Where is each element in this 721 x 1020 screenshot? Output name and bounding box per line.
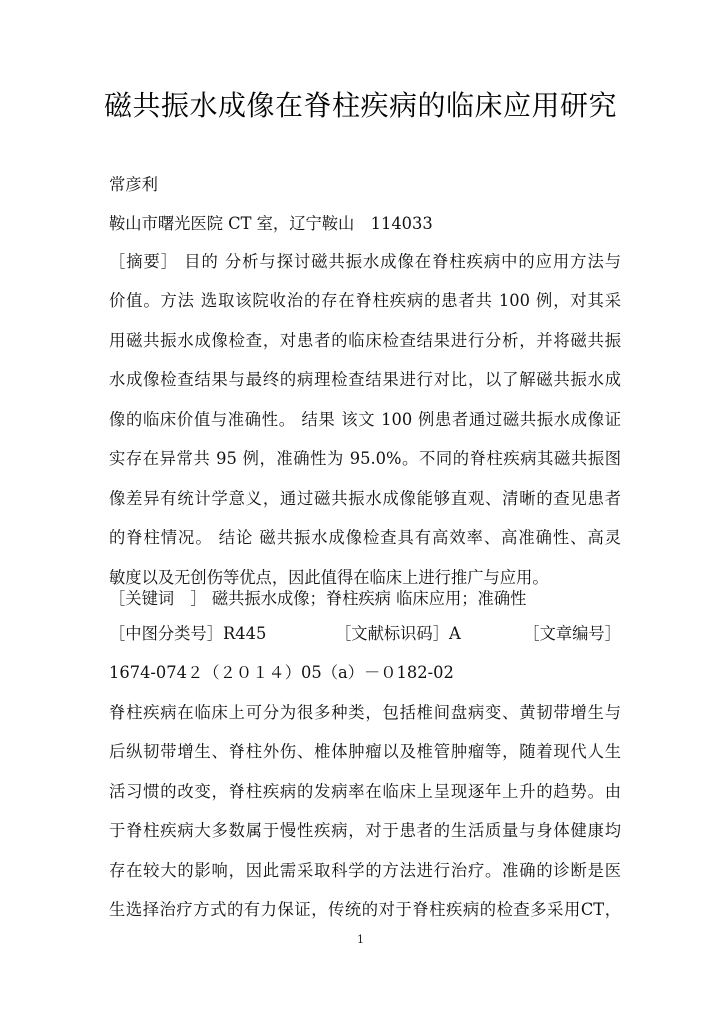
abstract-line: 敏度以及无创伤等优点，因此值得在临床上进行推广与应用。	[109, 568, 549, 587]
page-number: 1	[357, 933, 364, 946]
body-line: 后纵韧带增生、脊柱外伤、椎体肿瘤以及椎管肿瘤等，随着现代人生	[109, 742, 621, 761]
body-line: 脊柱疾病在临床上可分为很多种类，包括椎间盘病变、黄韧带增生与	[109, 703, 621, 722]
abstract-line: 实存在异常共 95 例，准确性为 95.0%。不同的脊柱疾病其磁共振图	[109, 449, 621, 468]
abstract-line: 价值。方法 选取该院收治的存在脊柱疾病的患者共 100 例，对其采	[109, 291, 621, 310]
paper-title: 磁共振水成像在脊柱疾病的临床应用研究	[103, 89, 617, 122]
article-number: 1674-074２（２０１４）05（a）－０182-02	[109, 663, 454, 682]
document-code: ［文献标识码］A	[335, 624, 461, 643]
keywords: ［关键词 ］ 磁共振水成像；脊柱疾病 临床应用；准确性	[109, 589, 527, 608]
body-line: 存在较大的影响，因此需采取科学的方法进行治疗。准确的诊断是医	[109, 861, 621, 880]
clc-number: ［中图分类号］R445	[109, 624, 267, 643]
body-line: 活习惯的改变，脊柱疾病的发病率在临床上呈现逐年上升的趋势。由	[109, 782, 621, 801]
body-line: 于脊柱疾病大多数属于慢性疾病，对于患者的生活质量与身体健康均	[109, 821, 621, 840]
body-line: 生选择治疗方式的有力保证，传统的对于脊柱疾病的检查多采用CT，	[109, 900, 621, 919]
abstract-line: ［摘要］ 目的 分析与探讨磁共振水成像在脊柱疾病中的应用方法与	[109, 252, 621, 271]
abstract-line: 像的临床价值与准确性。 结果 该文 100 例患者通过磁共振水成像证	[109, 410, 621, 429]
affiliation: 鞍山市曙光医院 CT 室，辽宁鞍山 114033	[109, 214, 433, 233]
abstract-line: 像差异有统计学意义，通过磁共振水成像能够直观、清晰的查见患者	[109, 489, 621, 508]
abstract-line: 的脊柱情况。 结论 磁共振水成像检查具有高效率、高准确性、高灵	[109, 528, 621, 547]
article-number-label: ［文章编号］	[523, 624, 621, 643]
abstract-line: 水成像检查结果与最终的病理检查结果进行对比，以了解磁共振水成	[109, 370, 621, 389]
author: 常彦利	[109, 175, 158, 194]
abstract-line: 用磁共振水成像检查，对患者的临床检查结果进行分析，并将磁共振	[109, 331, 621, 350]
